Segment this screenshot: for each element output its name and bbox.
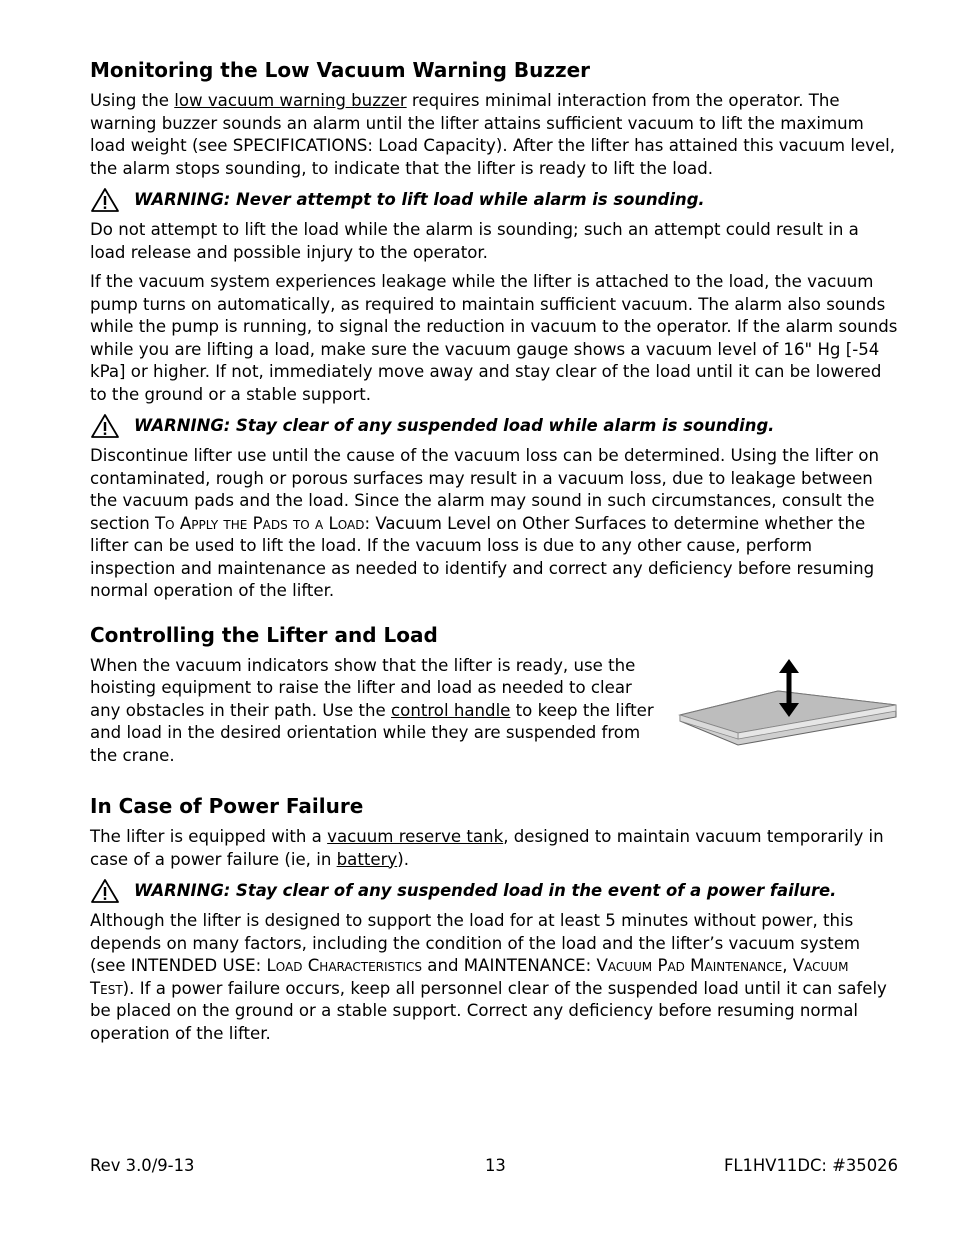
warning-stay-clear-alarm <box>90 413 898 439</box>
page-content <box>90 58 898 1052</box>
link-battery[interactable]: battery <box>336 849 398 869</box>
paragraph-discontinue: Discontinue lifter use until the cause of the vacuum loss can be determined. Using the lifter on contaminated, rough or porous surfaces may result in a vacuum loss, due to leakage between the vacuum pads and the load. Since the alarm may sound in such circumstances, consult the section To Apply the Pads to a Load: Vacuum Level on Other Surfaces to determine whether the lifter can be used to lift the load. If the vacuum loss is due to any other cause, perform inspection and maintenance as needed to identify and correct any deficiency before resuming normal operation of the lifter. <box>90 446 880 600</box>
paragraph-controlling: When the vacuum indicators show that the lifter is ready, use the hoisting equipment to raise the lifter and load as needed to clear any obstacles in their path. Use the control handle to keep the lifter and load in the desired orientation while they are suspended from the crane. <box>90 655 654 765</box>
warning-text: WARNING: Stay clear of any suspended load while alarm is sounding. <box>134 416 775 435</box>
paragraph-reserve-tank: The lifter is equipped with a vacuum reserve tank, designed to maintain vacuum temporarily in case of a power failure (ie, in battery). <box>90 827 884 869</box>
warning-text: WARNING: Stay clear of any suspended load in the event of a power failure. <box>134 881 837 900</box>
paragraph-power-failure-details: Although the lifter is designed to support the load for at least 5 minutes without power, this depends on many factors, including the condition of the load and the lifter’s vacuum system (see INTENDED USE: Load Characteristics and MAINTENANCE: Vacuum Pad Maintenance, Vacuum Test). If a power failure occurs, keep all personnel clear of the suspended load until it can safely be placed on the ground or a stable support. Correct any deficiency before resuming normal operation of the lifter. <box>90 911 887 1043</box>
load-plate-up-down-arrow-icon <box>678 657 898 757</box>
section-power-failure <box>90 794 898 1045</box>
page-footer <box>90 1156 898 1180</box>
section-reference: To Apply the Pads to a Load <box>155 513 365 533</box>
footer-page-number: 13 <box>485 1156 506 1175</box>
heading-controlling-lifter: Controlling the Lifter and Load <box>90 622 438 647</box>
warning-triangle-icon <box>90 878 120 904</box>
section-reference: Load Characteristics <box>266 956 423 975</box>
heading-low-vacuum-buzzer: Monitoring the Low Vacuum Warning Buzzer <box>90 58 591 82</box>
link-low-vacuum-warning-buzzer[interactable]: low vacuum warning buzzer <box>174 91 407 110</box>
warning-power-failure <box>90 878 898 904</box>
paragraph-leakage: If the vacuum system experiences leakage while the lifter is attached to the load, the vacuum pump turns on automatically, as required to maintain sufficient vacuum. The alarm also sounds while the pump is running, to signal the reduction in vacuum to the operator. If the alarm sounds while you are lifting a load, make sure the vacuum gauge shows a vacuum level of 16" Hg [-54 kPa] or higher. If not, immediately move away and stay clear of the load until it can be lowered to the ground or a stable support. <box>90 272 898 404</box>
link-control-handle[interactable]: control handle <box>391 700 511 720</box>
paragraph-do-not-lift: Do not attempt to lift the load while the alarm is sounding; such an attempt could result in a load release and possible injury to the operator. <box>90 220 859 262</box>
warning-text: WARNING: Never attempt to lift load while alarm is sounding. <box>134 190 705 209</box>
warning-triangle-icon <box>90 187 120 213</box>
footer-document-id: FL1HV11DC: #35026 <box>723 1156 898 1175</box>
warning-triangle-icon <box>90 413 120 439</box>
link-vacuum-reserve-tank[interactable]: vacuum reserve tank <box>327 827 504 846</box>
section-reference: Vacuum Pad Maintenance, Vacuum Test <box>90 956 849 998</box>
footer-revision: Rev 3.0/9-13 <box>90 1156 195 1175</box>
section-controlling <box>90 623 898 775</box>
heading-power-failure: In Case of Power Failure <box>90 794 364 818</box>
paragraph-buzzer-intro: Using the low vacuum warning buzzer requires minimal interaction from the operator. The warning buzzer sounds an alarm until the lifter attains sufficient vacuum to lift the maximum load weight (see SPECIFICATIONS: Load Capacity). After the lifter has attained this vacuum level, the alarm stops sounding, to indicate that the lifter is ready to lift the load. <box>90 91 896 178</box>
warning-never-lift <box>90 187 898 213</box>
